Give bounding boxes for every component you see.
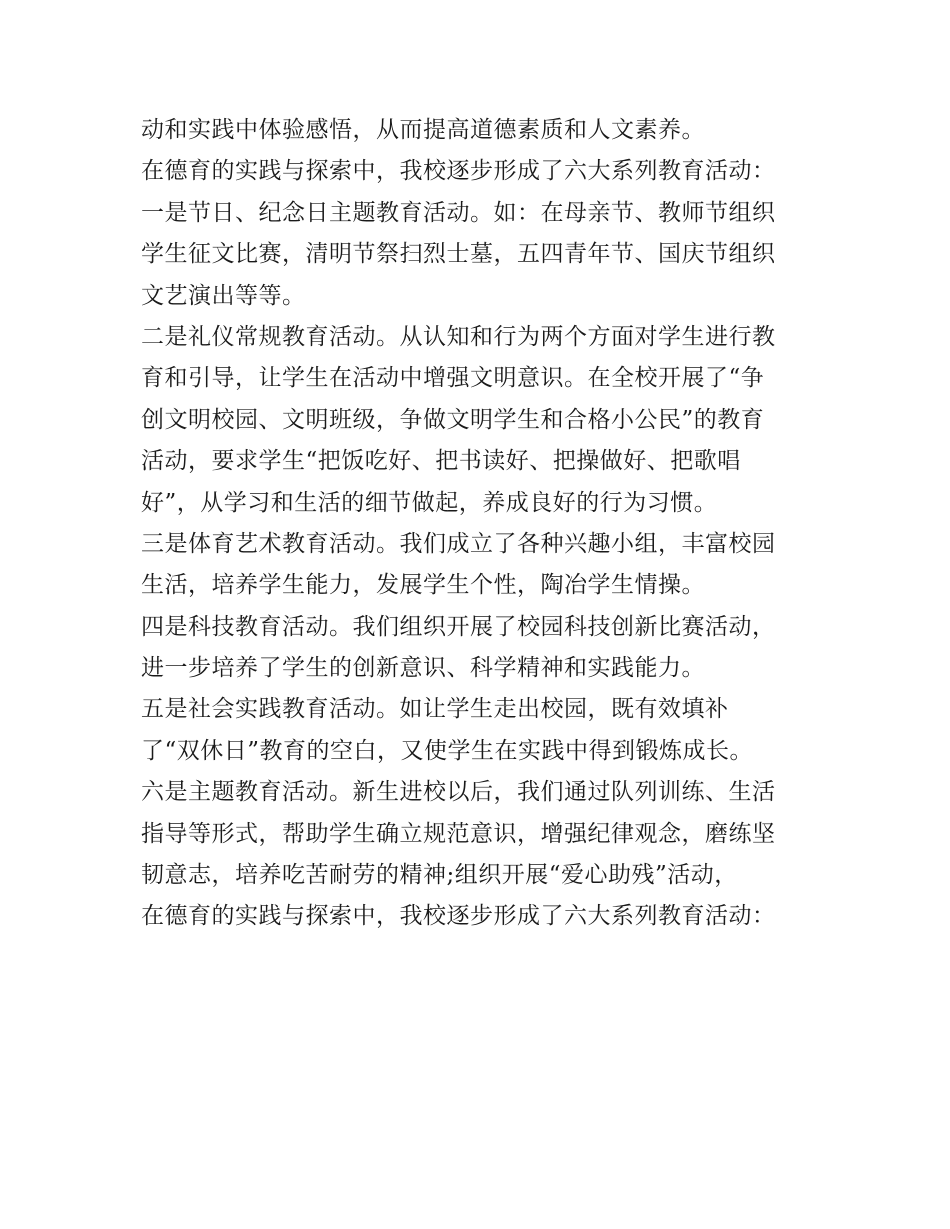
- text-line: 指导等形式，帮助学生确立规范意识，增强纪律观念，磨练坚: [141, 820, 776, 847]
- text-line: 在德育的实践与探索中，我校逐步形成了六大系列教育活动：: [141, 903, 776, 930]
- text-line: 活动，要求学生“把饭吃好、把书读好、把操做好、把歌唱: [141, 448, 741, 475]
- body-text: [141, 110, 821, 938]
- text-line: 文艺演出等等。: [141, 282, 306, 309]
- text-line: 创文明校园、文明班级，争做文明学生和合格小公民”的教育: [141, 406, 765, 433]
- text-line: 韧意志，培养吃苦耐劳的精神;组织开展“爱心助残”活动，: [141, 862, 738, 889]
- text-line: 好”，从学习和生活的细节做起，养成良好的行为习惯。: [141, 489, 718, 516]
- text-line: 在德育的实践与探索中，我校逐步形成了六大系列教育活动：: [141, 158, 776, 185]
- text-line: 五是社会实践教育活动。如让学生走出校园，既有效填补: [141, 696, 729, 723]
- text-line: 二是礼仪常规教育活动。从认知和行为两个方面对学生进行教: [141, 323, 776, 350]
- text-line: 了“双休日”教育的空白，又使学生在实践中得到锻炼成长。: [141, 737, 754, 764]
- text-line: 进一步培养了学生的创新意识、科学精神和实践能力。: [141, 655, 705, 682]
- text-line: 学生征文比赛，清明节祭扫烈士墓，五四青年节、国庆节组织: [141, 241, 776, 268]
- text-line: 一是节日、纪念日主题教育活动。如：在母亲节、教师节组织: [141, 199, 776, 226]
- text-line: 动和实践中体验感悟，从而提高道德素质和人文素养。: [141, 117, 705, 143]
- text-line: 六是主题教育活动。新生进校以后，我们通过队列训练、生活: [141, 779, 776, 806]
- text-line: 四是科技教育活动。我们组织开展了校园科技创新比赛活动，: [141, 613, 776, 640]
- text-line: 三是体育艺术教育活动。我们成立了各种兴趣小组，丰富校园: [141, 530, 776, 557]
- text-line: 育和引导，让学生在活动中增强文明意识。在全校开展了“争: [141, 365, 765, 392]
- text-line: 生活，培养学生能力，发展学生个性，陶冶学生情操。: [141, 572, 705, 599]
